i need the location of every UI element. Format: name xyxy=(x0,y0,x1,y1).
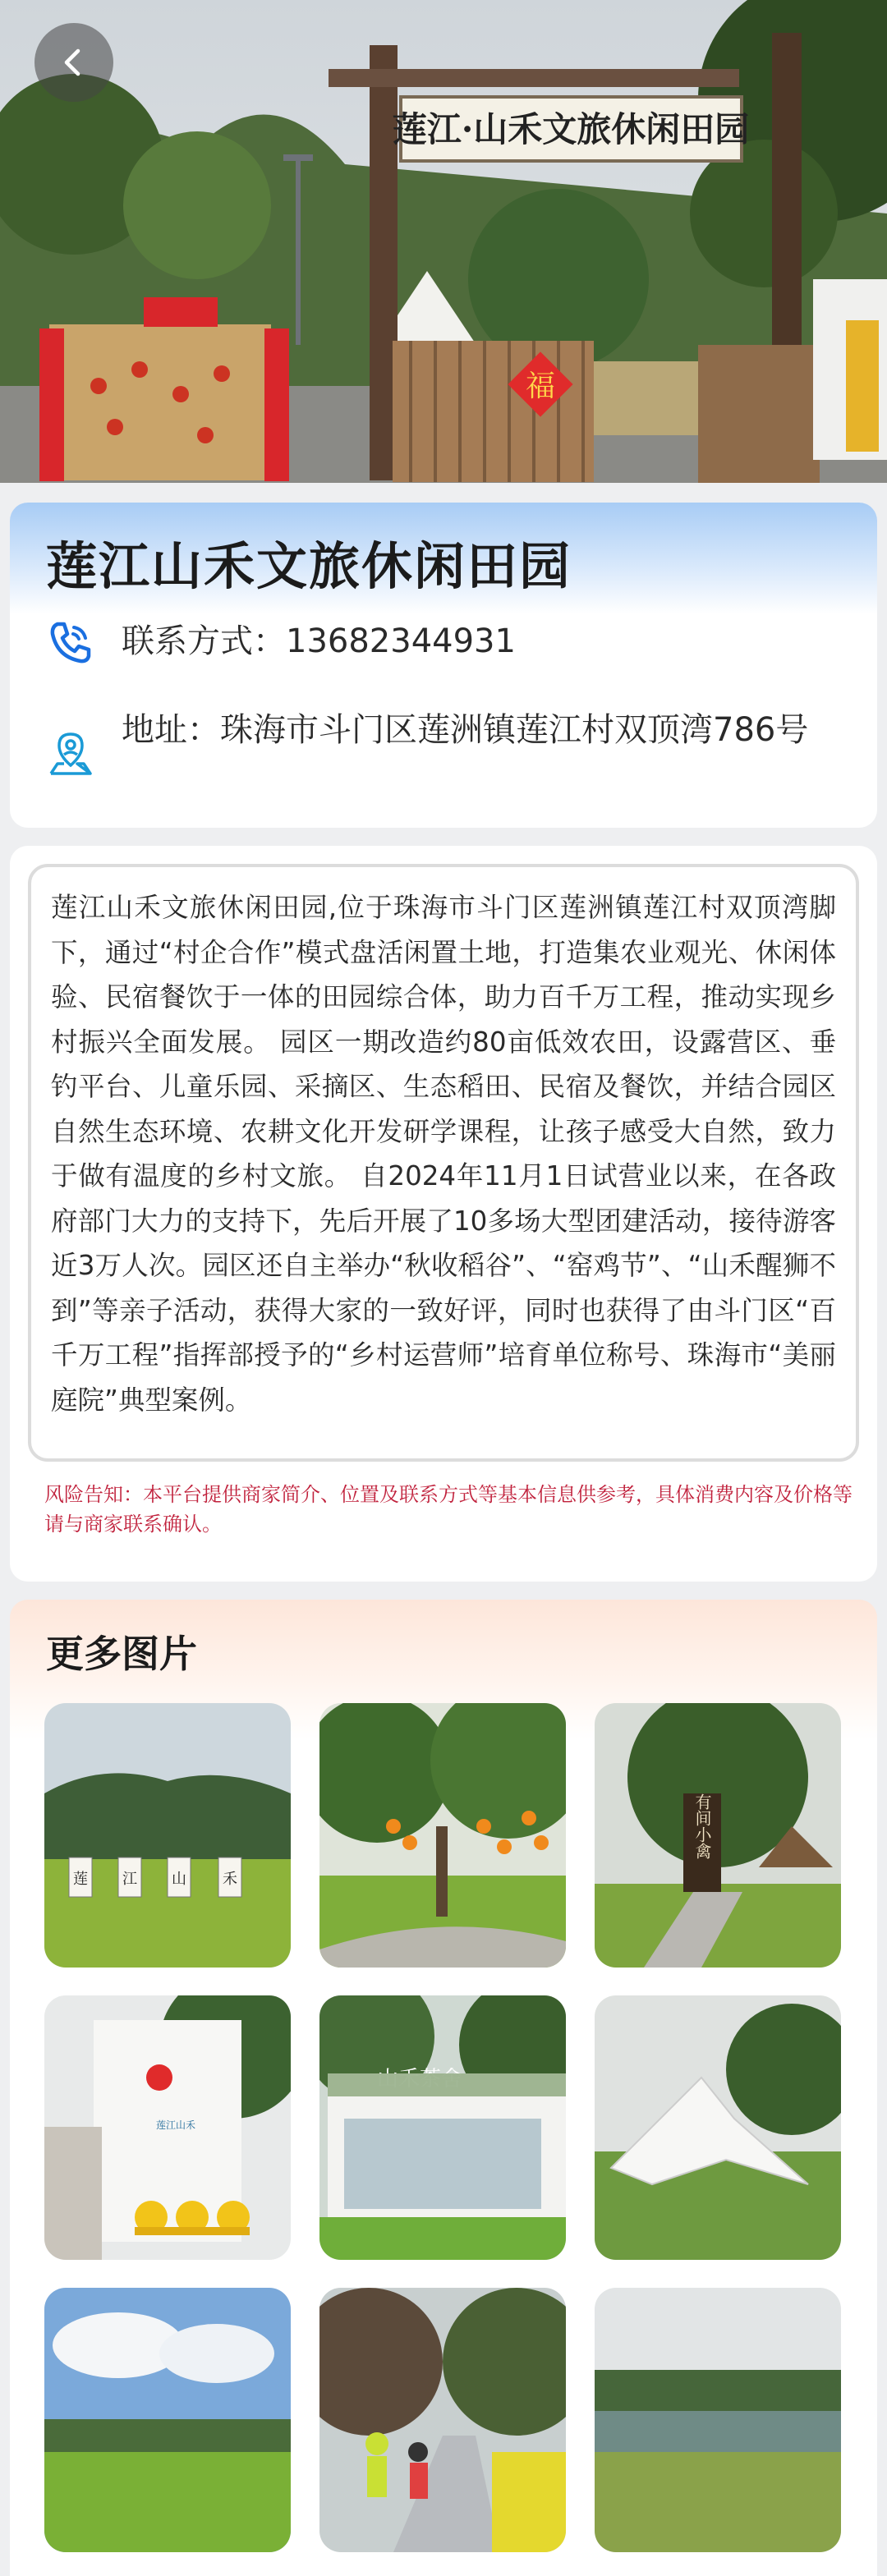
address-text: 珠海市斗门区莲洲镇莲江村双顶湾786号 xyxy=(220,711,809,749)
gallery-photo-5[interactable] xyxy=(319,1995,566,2260)
phone-number[interactable]: 13682344931 xyxy=(286,622,516,660)
gallery-photo-7[interactable] xyxy=(44,2288,291,2552)
chevron-left-icon xyxy=(57,46,90,79)
phone-row[interactable] xyxy=(46,618,516,667)
address-row[interactable] xyxy=(46,706,844,778)
gate-sign-text: 莲江·山禾文旅休闲田园 xyxy=(392,109,750,149)
description-card xyxy=(10,846,877,1582)
phone-label: 联系方式： xyxy=(122,622,286,660)
gallery-title: 更多图片 xyxy=(46,1632,197,1676)
gallery-card xyxy=(10,1600,877,2576)
sign-char-4: 禾 xyxy=(223,1871,237,1888)
gallery-photo-6[interactable] xyxy=(595,1995,841,2260)
fu-character: 福 xyxy=(525,370,556,403)
address-label: 地址： xyxy=(122,711,220,749)
risk-notice: 风险告知：本平台提供商家简介、位置及联系方式等基本信息供参考，具体消费内容及价格等请与商家联系确认。 xyxy=(44,1483,853,1536)
gallery-photo-4[interactable] xyxy=(44,1995,291,2260)
sign-youjian: 有间小禽 xyxy=(692,1793,712,1859)
sign-char-3: 山 xyxy=(172,1871,186,1888)
sign-char-2: 江 xyxy=(122,1871,137,1888)
location-person-icon xyxy=(46,729,95,778)
gallery-photo-3[interactable] xyxy=(595,1703,841,1968)
back-button[interactable] xyxy=(34,23,113,102)
gallery-photo-1[interactable] xyxy=(44,1703,291,1968)
phone-icon xyxy=(46,618,95,667)
hero-photo xyxy=(0,0,887,483)
sign-char-1: 莲 xyxy=(73,1871,88,1888)
description-text: 莲江山禾文旅休闲田园,位于珠海市斗门区莲洲镇莲江村双顶湾脚下，通过“村企合作”模式盘活闲置土地，打造集农业观光、休闲体验、民宿餐饮于一体的田园综合体，助力百千万工程，推动实现乡村振兴全面发展。 园区一期改造约80亩低效农田，设露营区、垂钓平台、儿童乐园、采摘区、生态稻田、民宿及餐饮，并结合园区自然生态环境、农耕文化开发研学课程，让孩子感受大自然，致力于做有温度的乡村文旅。 自2024年11月1日试营业以来，在各政府部门大力的支持下，先后开展了10多场大型团建活动，接待游客近3万人次。园区还自主举办“秋收稻谷”、“窑鸡节”、“山禾醒狮不到”等亲子活动，获得大家的一致好评，同时也获得了由斗门区“百千万工程”指挥部授予的“乡村运营师”培育单位称号、珠海市“美丽庭院”典型案例。 xyxy=(51,892,836,1416)
sign-lianjiang: 莲江山禾 xyxy=(155,2119,196,2131)
gallery-photo-8[interactable] xyxy=(319,2288,566,2552)
gallery-photo-2[interactable] xyxy=(319,1703,566,1968)
description-box xyxy=(28,864,859,1462)
poi-info-card xyxy=(10,503,877,828)
poi-title: 莲江山禾文旅休闲田园 xyxy=(46,536,572,596)
gallery-photo-9[interactable] xyxy=(595,2288,841,2552)
